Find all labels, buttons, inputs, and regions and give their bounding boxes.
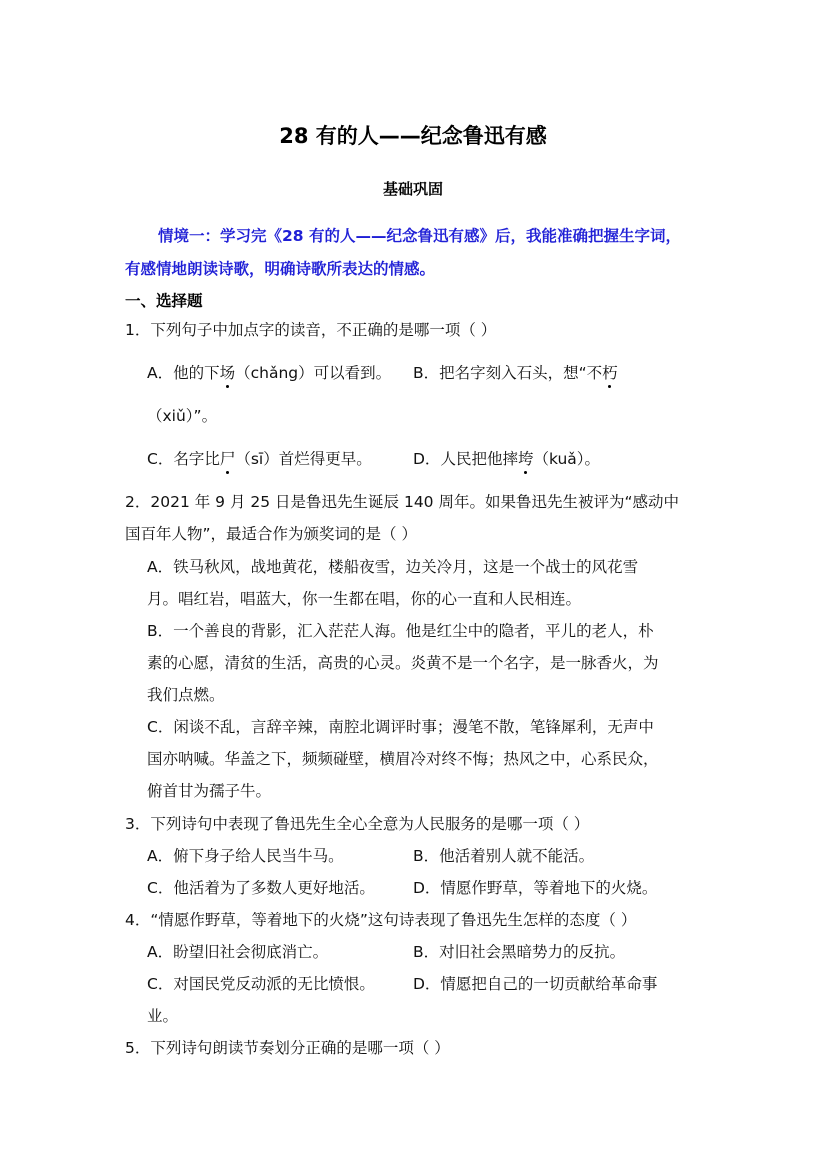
question-1-option-d xyxy=(413,447,600,469)
option-text-pre: 人民把他摔 xyxy=(440,450,518,468)
section-subtitle: 基础巩固 xyxy=(382,180,443,198)
question-2-option-b-line-1: B．一个善良的背影，汇入茫茫人海。他是红尘中的隐者，平儿的老人，朴 xyxy=(147,622,654,640)
question-2-option-c-line-1: C．闲谈不乱，言辞辛辣，南腔北调评时事；漫笔不散，笔锋犀利，无声中 xyxy=(147,718,654,736)
question-2-option-a-line-2: 月。唱红岩，唱蓝大，你一生都在唱，你的心一直和人民相连。 xyxy=(147,590,582,608)
option-label: B． xyxy=(413,364,440,382)
question-2-option-b-line-2: 素的心愿，清贫的生活，高贵的心灵。炎黄不是一个名字，是一脉香火，为 xyxy=(147,654,659,672)
question-2-stem-line-1: 2．2021 年 9 月 25 日是鲁迅先生诞辰 140 周年。如果鲁迅先生被评为“感动中 xyxy=(125,493,679,511)
option-text-post: （kuǎ）。 xyxy=(533,450,601,468)
question-5-stem: 5．下列诗句朗读节奏划分正确的是哪一项（ ） xyxy=(125,1039,450,1057)
option-label: C． xyxy=(147,450,174,468)
option-text-post: （chǎng）可以看到。 xyxy=(235,364,392,382)
context-line-1: 情境一：学习完《28 有的人——纪念鲁迅有感》后，我能准确把握生字词， xyxy=(158,227,681,245)
question-2-option-a-line-1: A．铁马秋风，战地黄花，楼船夜雪，边关冷月，这是一个战士的风花雪 xyxy=(147,558,639,576)
option-text-pre: 他的下 xyxy=(173,364,220,382)
question-2-option-c-line-3: 俯首甘为孺子牛。 xyxy=(147,782,272,800)
question-1-stem: 1．下列句子中加点字的读音，不正确的是哪一项（ ） xyxy=(125,321,497,339)
question-3-stem: 3．下列诗句中表现了鲁迅先生全心全意为人民服务的是哪一项（ ） xyxy=(125,815,590,833)
question-1-option-b-continued: （xiǔ）”。 xyxy=(147,407,218,425)
question-4-option-d-line-2: 业。 xyxy=(147,1007,179,1025)
emphasis-dotted-char: 垮 xyxy=(518,447,534,469)
question-4-option-a: A．盼望旧社会彻底消亡。 xyxy=(147,943,329,961)
context-line-2: 有感情地朗读诗歌，明确诗歌所表达的情感。 xyxy=(125,260,436,278)
question-1-option-b xyxy=(413,361,618,383)
question-4-option-d-line-1: D．情愿把自己的一切贡献给革命事 xyxy=(413,975,658,993)
emphasis-dotted-char: 场 xyxy=(220,361,236,383)
option-label: A． xyxy=(147,364,174,382)
question-3-option-d: D．情愿作野草，等着地下的火烧。 xyxy=(413,879,658,897)
question-1-option-c xyxy=(147,447,372,469)
emphasis-dotted-char: 朽 xyxy=(602,361,618,383)
option-text-pre: 把名字刻入石头，想“不 xyxy=(439,364,603,382)
question-3-option-a: A．俯下身子给人民当牛马。 xyxy=(147,847,344,865)
page-title: 28 有的人——纪念鲁迅有感 xyxy=(279,124,547,148)
question-2-option-b-line-3: 我们点燃。 xyxy=(147,686,225,704)
question-4-option-c: C．对国民党反动派的无比愤恨。 xyxy=(147,975,375,993)
option-label: D． xyxy=(413,450,441,468)
question-3-option-b: B．他活着别人就不能活。 xyxy=(413,847,595,865)
question-3-option-c: C．他活着为了多数人更好地活。 xyxy=(147,879,375,897)
emphasis-dotted-char: 尸 xyxy=(220,447,236,469)
section-heading: 一、选择题 xyxy=(125,292,203,310)
question-4-stem: 4．“情愿作野草，等着地下的火烧”这句诗表现了鲁迅先生怎样的态度（ ） xyxy=(125,911,637,929)
option-text-pre: 名字比 xyxy=(173,450,220,468)
question-1-option-a xyxy=(147,361,391,383)
option-text-post: （sī）首烂得更早。 xyxy=(235,450,372,468)
question-2-stem-line-2: 国百年人物”，最适合作为颁奖词的是（ ） xyxy=(125,525,417,543)
question-4-option-b: B．对旧社会黑暗势力的反抗。 xyxy=(413,943,626,961)
question-2-option-c-line-2: 国亦呐喊。华盖之下，频频碰壁，横眉冷对终不悔；热风之中，心系民众， xyxy=(147,750,659,768)
